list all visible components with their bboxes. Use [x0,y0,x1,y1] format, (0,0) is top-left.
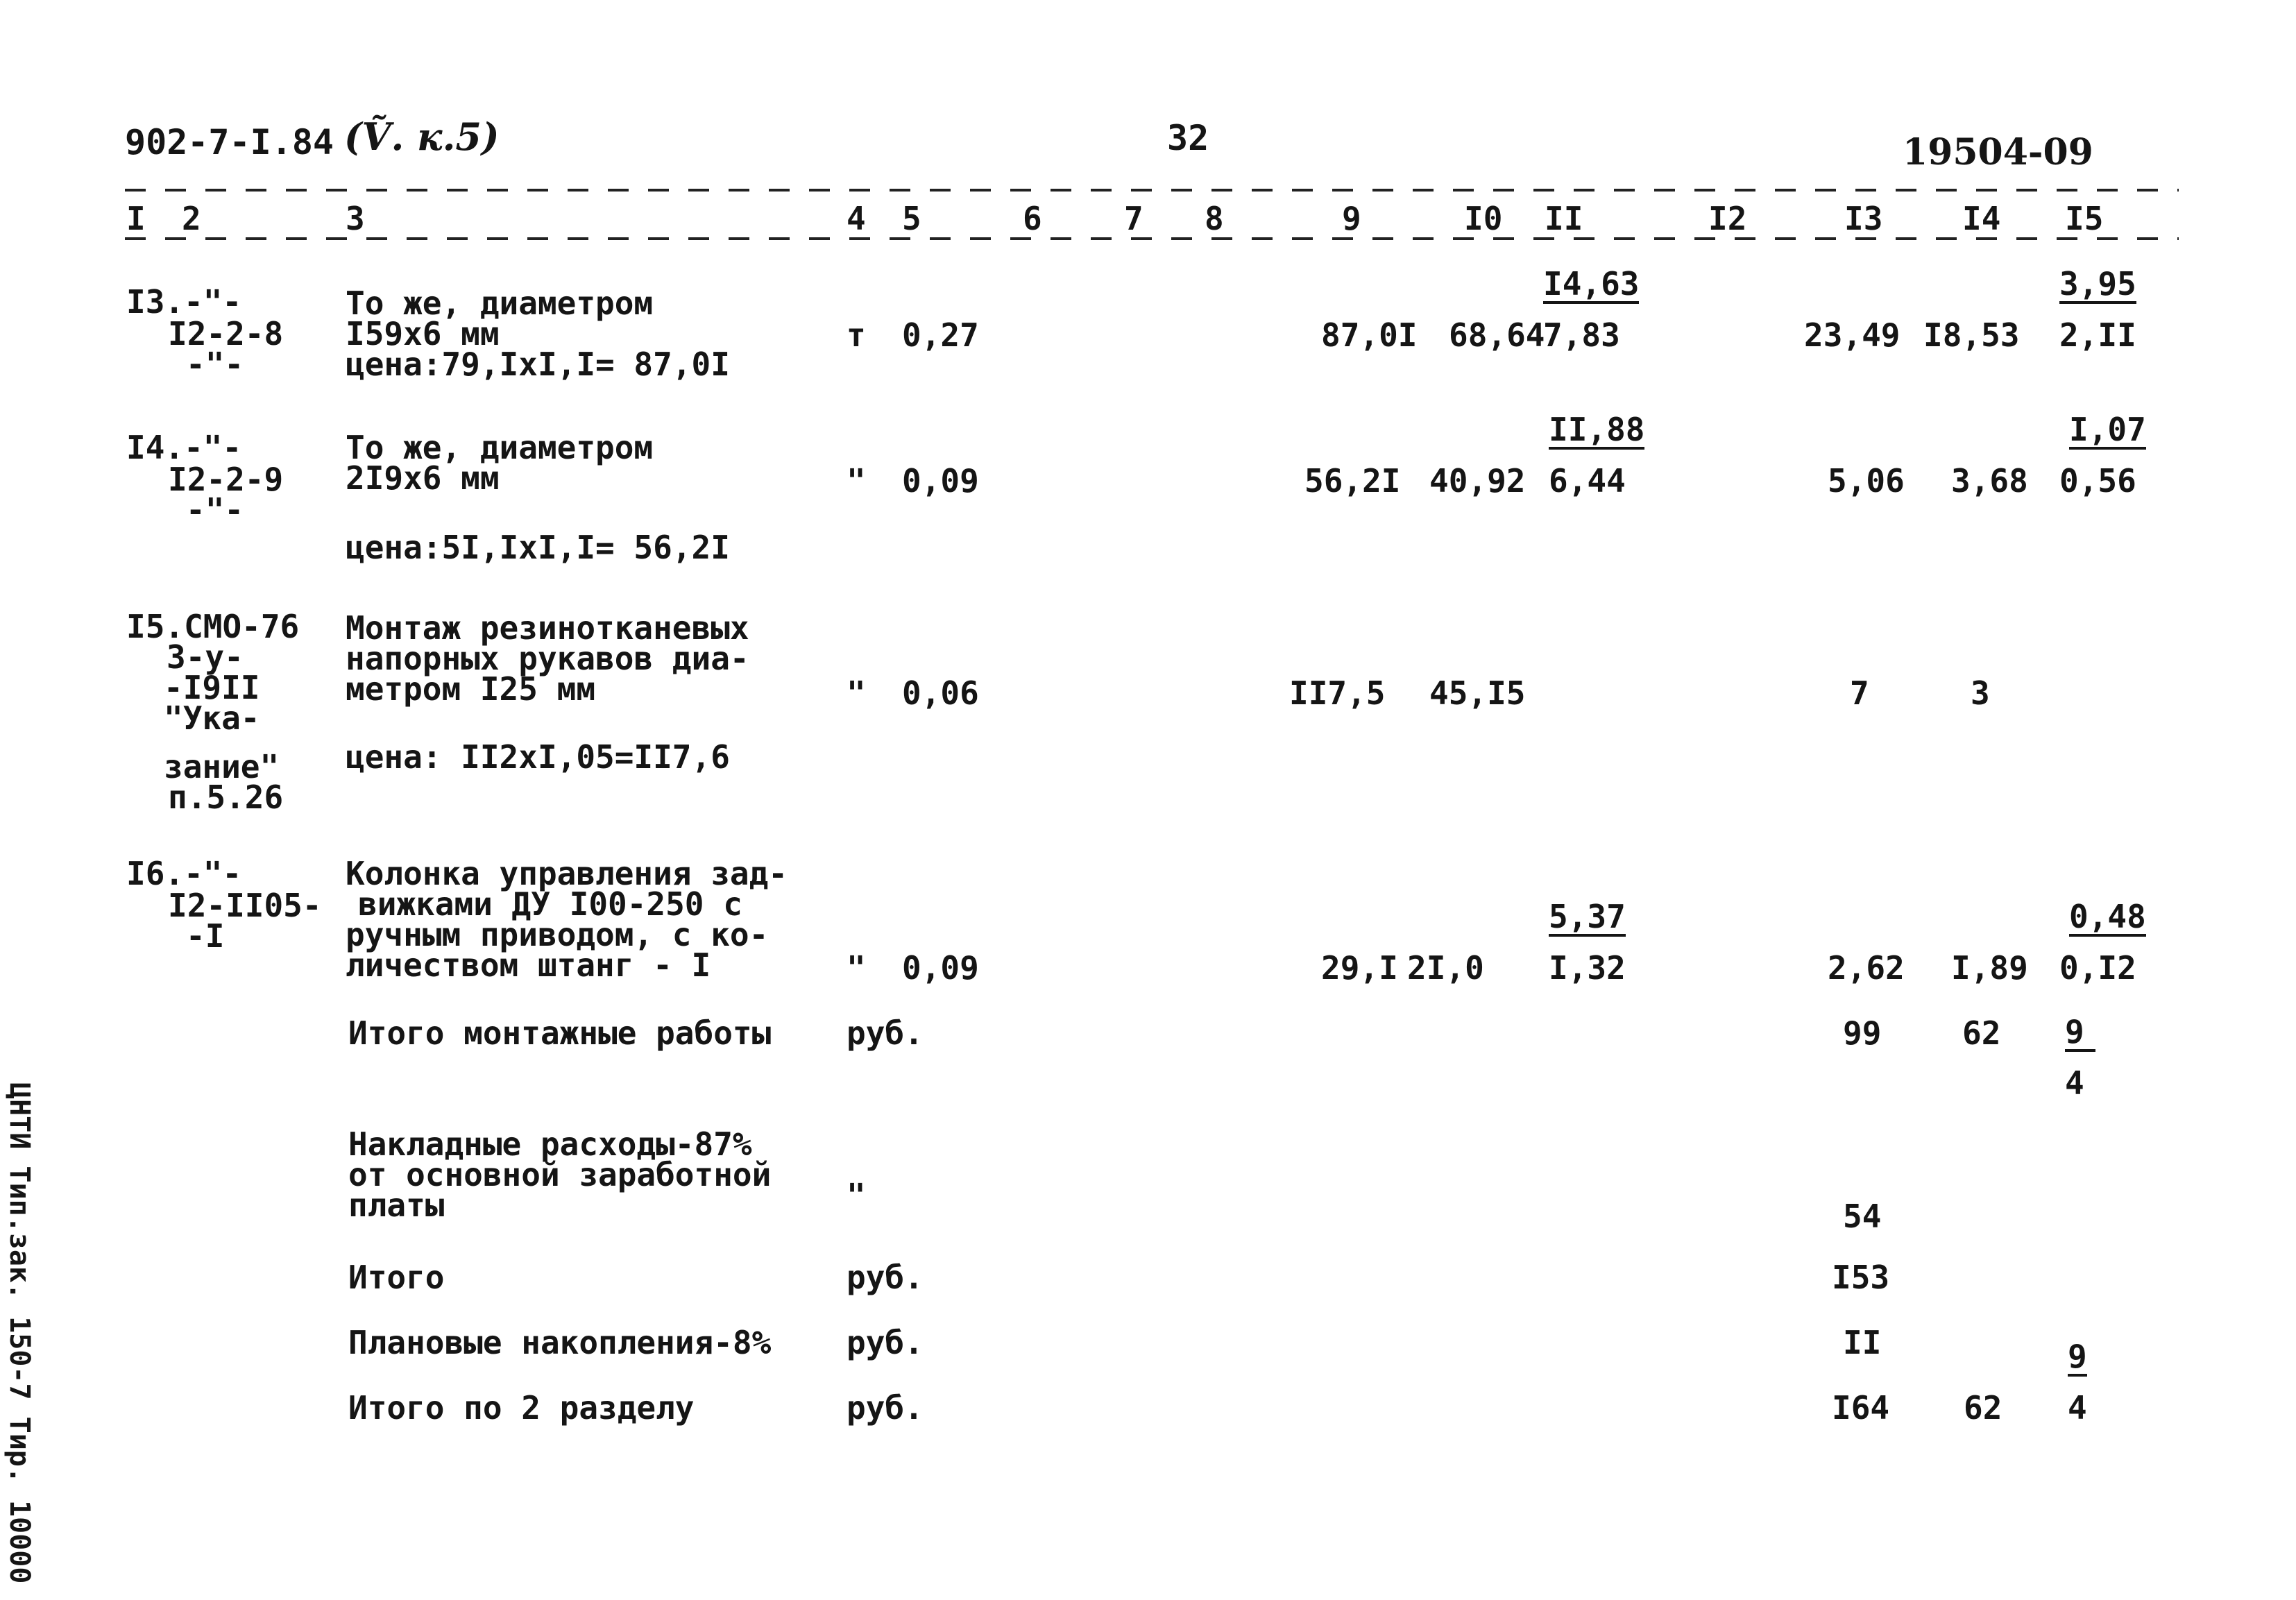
total-c15-top: 9 [2068,1338,2087,1375]
col-7: 7 [1124,200,1143,237]
row-c9: II7,5 [1289,674,1386,712]
col-2: 2 [182,200,201,237]
row-description: ручным приводом, с ко- [346,916,769,953]
row-c9: 29,I [1321,949,1398,987]
row-c13: 5,06 [1828,462,1905,500]
doc-note: (Ṽ. к.5) [344,114,500,159]
row-c10: 40,92 [1429,462,1526,500]
row-number: I4.-"- [126,429,242,466]
row-price: цена:79,IхI,I= 87,0I [346,346,730,383]
row-c15: 0,I2 [2059,949,2136,987]
row-c14: 3,68 [1951,462,2028,500]
row-code: 3-у- [167,638,244,676]
row-description: Колонка управления зад- [346,855,788,892]
row-c11: I,32 [1549,949,1626,987]
col-13: I3 [1844,200,1883,237]
col-11: II [1545,200,1583,237]
row-c13: 2,62 [1828,949,1905,987]
row-c15: 0,56 [2059,462,2136,500]
row-c15-top: 0,48 [2069,898,2146,935]
row-qty: 0,27 [902,316,979,354]
row-c15-top: 3,95 [2059,265,2136,303]
row-c13: 23,49 [1804,316,1900,354]
row-c14: I8,53 [1923,316,2020,354]
row-code: I2-2-9 [168,461,284,498]
row-c10: 68,64 [1449,316,1545,354]
total-label: Накладные расходы-87% [348,1125,752,1163]
row-c9: 56,2I [1304,462,1401,500]
total-unit: руб. [847,1389,924,1427]
total-label: Плановые накопления-8% [348,1324,772,1361]
row-code-ditto: -"- [186,346,244,383]
row-c9: 87,0I [1321,316,1418,354]
row-c11: 6,44 [1549,462,1626,500]
row-c14: 3 [1971,674,1990,712]
row-qty: 0,09 [902,949,979,987]
row-description: Монтаж резинотканевых [346,609,749,647]
col-4: 4 [847,200,866,237]
row-description: 2I9х6 мм [346,459,500,497]
row-code: -I9II [164,669,260,706]
header-rule-bottom [125,237,2179,240]
row-c11-top: I4,63 [1543,265,1640,303]
total-c14: 62 [1962,1014,2001,1052]
header-rule-top [125,189,2179,192]
row-number: I5.СМО-76 [126,608,300,645]
row-c11: 7,83 [1543,316,1620,354]
col-10: I0 [1464,200,1503,237]
row-c10: 2I,0 [1407,949,1484,987]
row-code: I2-2-8 [168,315,284,352]
total-c13: I53 [1832,1259,1890,1296]
row-code: "Ука- [164,699,260,737]
total-label: Итого [348,1259,445,1296]
row-description: То же, диаметром [346,284,654,322]
col-1: I [126,200,146,237]
total-c15-top: 9 [2065,1016,2095,1052]
row-code-ditto: -"- [186,491,244,529]
row-unit: т [847,316,866,354]
col-6: 6 [1023,200,1042,237]
archive-number: 19504-09 [1903,131,2093,173]
row-c10: 45,I5 [1429,674,1526,712]
row-description: напорных рукавов диа- [346,640,749,677]
row-description: метром I25 мм [346,670,596,708]
total-c13: I64 [1832,1389,1890,1427]
page-number: 32 [1167,118,1209,158]
col-3: 3 [346,200,365,237]
row-number: I6.-"- [126,855,242,892]
col-8: 8 [1205,200,1224,237]
doc-code: 902-7-I.84 [125,122,334,162]
row-c11-top: II,88 [1549,411,1645,448]
row-code: п.5.26 [168,778,284,816]
row-code: зание" [164,748,280,785]
col-14: I4 [1962,200,2001,237]
row-unit: " [847,949,866,987]
row-number: I3.-"- [126,283,242,321]
total-c13: 54 [1843,1198,1882,1235]
total-unit: руб. [847,1324,924,1361]
col-5: 5 [902,200,921,237]
col-12: I2 [1708,200,1747,237]
row-unit: " [847,674,866,712]
total-c15: 4 [2065,1064,2084,1102]
total-c14: 62 [1964,1389,2002,1427]
col-9: 9 [1342,200,1361,237]
total-unit: руб. [847,1014,924,1052]
row-description: То же, диаметром [346,429,654,466]
total-unit: " [847,1177,866,1214]
col-15: I5 [2065,200,2104,237]
row-c14: I,89 [1951,949,2028,987]
row-qty: 0,06 [902,674,979,712]
row-c15-top: I,07 [2069,411,2146,448]
row-price: цена: II2хI,05=II7,6 [346,738,730,776]
total-label: от основной заработной [348,1156,772,1193]
row-description: вижками ДУ I00-250 с [358,885,742,923]
row-code: -I [186,917,225,955]
total-c15: 4 [2068,1389,2087,1427]
row-c11-top: 5,37 [1549,898,1626,935]
row-c15: 2,II [2059,316,2136,354]
side-stamp: ЦНТИ Тип.зак. 150-7 Тир. 10000 [3,1082,35,1584]
row-description: I59х6 мм [346,315,500,352]
row-code: I2-II05- [168,887,322,924]
total-label: Итого по 2 разделу [348,1389,695,1427]
row-unit: " [847,462,866,500]
row-c13: 7 [1850,674,1869,712]
row-qty: 0,09 [902,462,979,500]
total-label: платы [348,1186,445,1224]
total-label: Итого монтажные работы [348,1014,772,1052]
total-c13: II [1843,1324,1882,1361]
total-c13: 99 [1843,1014,1882,1052]
row-description: личеством штанг - I [346,946,711,984]
total-unit: руб. [847,1259,924,1296]
row-price: цена:5I,IхI,I= 56,2I [346,529,730,566]
